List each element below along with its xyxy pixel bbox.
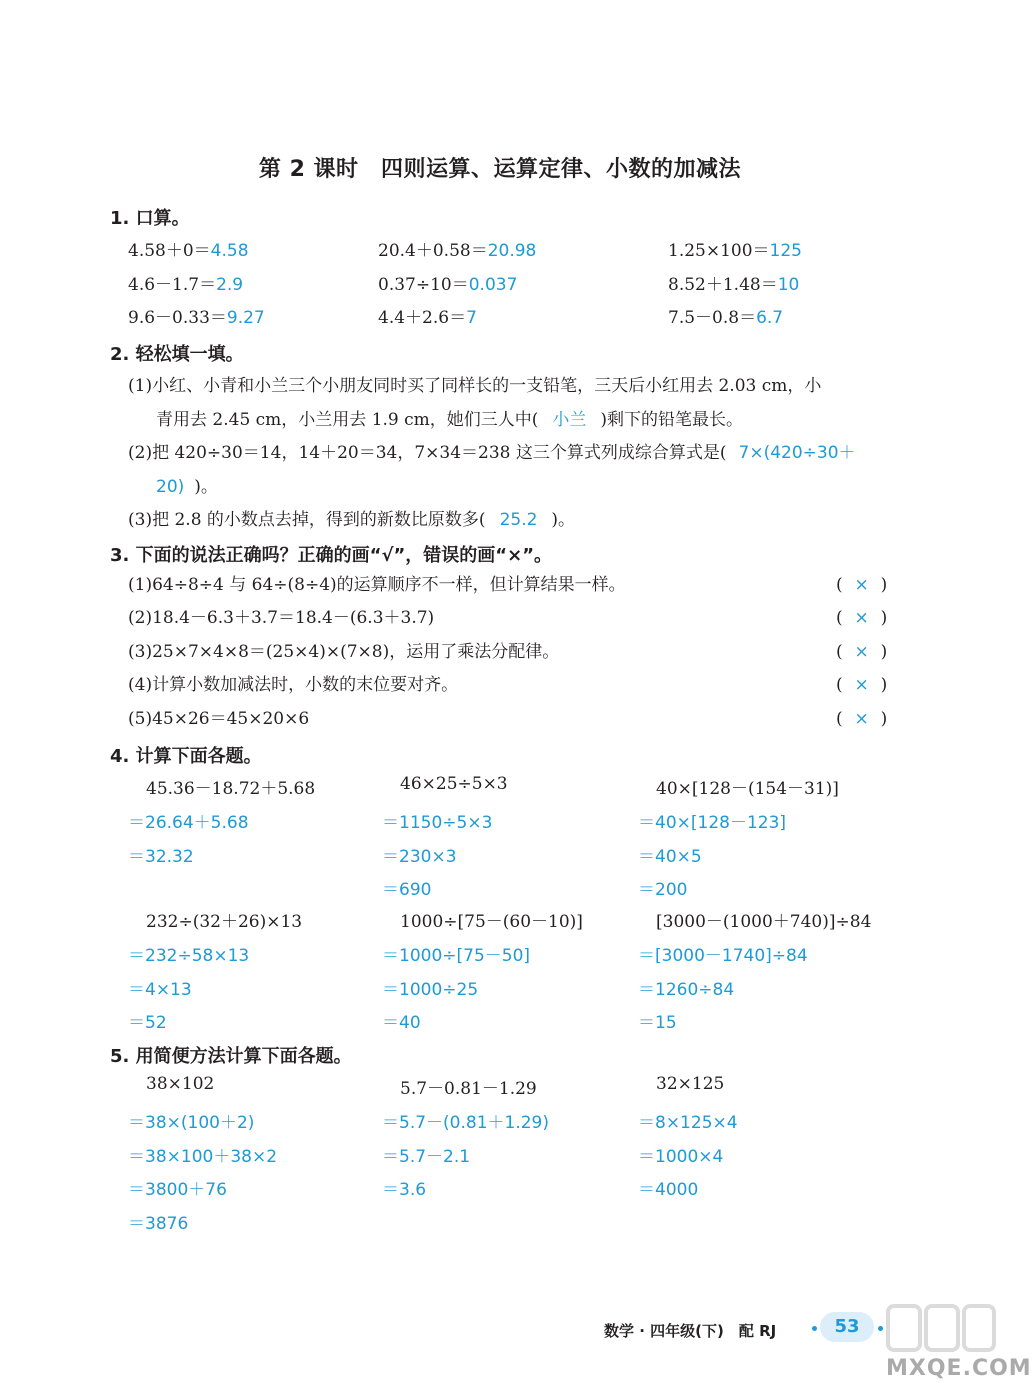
solution-step: ＝1260÷84 xyxy=(638,979,735,1000)
paren-close: ) xyxy=(880,675,888,695)
problem-expression: 46×25÷5×3 xyxy=(400,774,508,794)
answer-parentheses xyxy=(836,568,896,602)
mental-math-question: 1.25×100＝ xyxy=(668,241,770,261)
statement-text: (5)45×26＝45×20×6 xyxy=(128,709,310,729)
statement-text: (2)18.4－6.3＋3.7＝18.4－(6.3＋3.7) xyxy=(128,608,435,628)
solution-step: ＝40×[128－123] xyxy=(638,813,787,833)
solution-step: ＝200 xyxy=(638,880,688,900)
mental-math-answer: 20.98 xyxy=(487,241,537,261)
solution-step: ＝40×5 xyxy=(638,846,702,867)
q2-part3-text-end: )。 xyxy=(551,510,576,530)
mental-math-item xyxy=(378,234,536,268)
solution-step: ＝3.6 xyxy=(382,1180,427,1200)
q2-part3 xyxy=(128,503,575,537)
solution-step: ＝232÷58×13 xyxy=(128,946,250,966)
statement-text: (3)25×7×4×8＝(25×4)×(7×8)，运用了乘法分配律。 xyxy=(128,642,560,662)
mental-math-answer: 0.037 xyxy=(468,275,518,295)
answer-parentheses xyxy=(836,601,896,635)
mental-math-question: 4.58＋0＝ xyxy=(128,241,211,261)
mental-math-item xyxy=(128,268,243,302)
mental-math-question: 4.6－1.7＝ xyxy=(128,275,217,295)
q2-part2-text: (2)把 420÷30＝14，14＋20＝34，7×34＝238 这三个算式列成综合算式是( xyxy=(128,443,727,463)
solution-step: ＝38×(100＋2) xyxy=(128,1113,255,1133)
paren-open: ( xyxy=(836,575,843,595)
question-1-heading: 1. 口算。 xyxy=(110,208,190,229)
solution-step: ＝5.7－(0.81＋1.29) xyxy=(382,1113,550,1133)
mental-math-item xyxy=(668,301,783,335)
mental-math-question: 7.5－0.8＝ xyxy=(668,308,757,328)
q2-part2-text-end: )。 xyxy=(194,477,218,497)
problem-expression: 232÷(32＋26)×13 xyxy=(146,912,303,932)
mental-math-question: 20.4＋0.58＝ xyxy=(378,241,488,261)
solution-step: ＝40 xyxy=(382,1013,421,1033)
problem-expression: [3000－(1000＋740)]÷84 xyxy=(656,912,872,932)
answer-parentheses xyxy=(836,702,896,736)
mental-math-answer: 4.58 xyxy=(210,241,249,261)
answer-parentheses xyxy=(836,635,896,669)
q2-part3-answer: 25.2 xyxy=(499,510,538,530)
mental-math-answer: 125 xyxy=(769,241,802,261)
mental-math-item xyxy=(668,268,799,302)
q2-part1-answer: 小兰 xyxy=(552,410,587,430)
book-info: 数学 · 四年级(下) 配 RJ xyxy=(604,1322,777,1340)
mental-math-item xyxy=(378,268,517,302)
q2-part2-answer-end: 20) xyxy=(156,477,185,497)
answer-parentheses xyxy=(836,668,896,702)
mental-math-item xyxy=(128,234,249,268)
solution-step: ＝230×3 xyxy=(382,846,457,867)
mental-math-answer: 7 xyxy=(466,308,477,328)
mental-math-question: 9.6－0.33＝ xyxy=(128,308,227,328)
solution-step: ＝690 xyxy=(382,880,432,900)
solution-step: ＝52 xyxy=(128,1013,167,1033)
q2-part1-text: 青用去 2.45 cm，小兰用去 1.9 cm，她们三人中( xyxy=(156,410,539,430)
statement-mark: × xyxy=(854,575,869,595)
statement-text: (1)64÷8÷4 与 64÷(8÷4)的运算顺序不一样，但计算结果一样。 xyxy=(128,575,626,595)
solution-step: ＝8×125×4 xyxy=(638,1113,738,1133)
q2-part1-line1: (1)小红、小青和小兰三个小朋友同时买了同样长的一支铅笔，三天后小红用去 2.03 cm，小 xyxy=(128,376,822,396)
paren-close: ) xyxy=(880,642,888,662)
q2-part2-line1 xyxy=(128,436,856,470)
q2-part2-line2 xyxy=(156,470,218,504)
paren-close: ) xyxy=(880,608,888,628)
page-dot-left xyxy=(812,1326,817,1331)
mental-math-question: 4.4＋2.6＝ xyxy=(378,308,467,328)
problem-expression: 38×102 xyxy=(146,1074,215,1094)
solution-step: ＝3876 xyxy=(128,1213,189,1234)
solution-step: ＝4×13 xyxy=(128,979,192,1000)
q2-part2-answer-start: 7×(420÷30＋ xyxy=(738,443,856,463)
question-4-heading: 4. 计算下面各题。 xyxy=(110,746,262,767)
problem-expression: 5.7－0.81－1.29 xyxy=(400,1079,537,1099)
statement-mark: × xyxy=(854,675,869,695)
mental-math-answer: 10 xyxy=(777,275,800,295)
solution-step: ＝1000×4 xyxy=(638,1146,724,1167)
mental-math-item xyxy=(128,301,265,335)
problem-expression: 1000÷[75－(60－10)] xyxy=(400,912,583,932)
statement-mark: × xyxy=(854,709,869,729)
solution-step: ＝26.64＋5.68 xyxy=(128,813,249,833)
solution-step: ＝5.7－2.1 xyxy=(382,1146,471,1167)
question-2-heading: 2. 轻松填一填。 xyxy=(110,344,244,365)
paren-open: ( xyxy=(836,709,843,729)
solution-step: ＝38×100＋38×2 xyxy=(128,1146,278,1167)
solution-step: ＝1000÷25 xyxy=(382,979,479,1000)
solution-step: ＝1150÷5×3 xyxy=(382,813,493,833)
paren-close: ) xyxy=(880,709,888,729)
q2-part1-line2 xyxy=(156,403,743,437)
question-3-heading: 3. 下面的说法正确吗？正确的画“√”，错误的画“×”。 xyxy=(110,545,553,566)
statement-mark: × xyxy=(854,642,869,662)
statement-text: (4)计算小数加减法时，小数的末位要对齐。 xyxy=(128,675,459,695)
mental-math-question: 8.52＋1.48＝ xyxy=(668,275,778,295)
mental-math-question: 0.37÷10＝ xyxy=(378,275,469,295)
mental-math-answer: 6.7 xyxy=(756,308,784,328)
paren-open: ( xyxy=(836,675,843,695)
question-5-heading: 5. 用简便方法计算下面各题。 xyxy=(110,1046,352,1067)
problem-expression: 45.36－18.72＋5.68 xyxy=(146,779,316,799)
mental-math-answer: 2.9 xyxy=(216,275,244,295)
paren-open: ( xyxy=(836,642,843,662)
mental-math-item xyxy=(378,301,477,335)
solution-step: ＝1000÷[75－50] xyxy=(382,946,531,966)
paren-open: ( xyxy=(836,608,843,628)
solution-step: ＝4000 xyxy=(638,1180,699,1200)
solution-step: ＝3800＋76 xyxy=(128,1180,227,1200)
problem-expression: 32×125 xyxy=(656,1074,725,1094)
solution-step: ＝[3000－1740]÷84 xyxy=(638,946,808,966)
page-number: 53 xyxy=(820,1312,874,1342)
problem-expression: 40×[128－(154－31)] xyxy=(656,779,839,799)
solution-step: ＝15 xyxy=(638,1013,677,1033)
statement-mark: × xyxy=(854,608,869,628)
mental-math-item xyxy=(668,234,802,268)
paren-close: ) xyxy=(880,575,888,595)
watermark-text: MXQE.COM xyxy=(886,1356,1032,1381)
solution-step: ＝32.32 xyxy=(128,846,194,867)
q2-part3-text: (3)把 2.8 的小数点去掉，得到的新数比原数多( xyxy=(128,510,486,530)
mental-math-answer: 9.27 xyxy=(226,308,265,328)
page-title: 第 2 课时 四则运算、运算定律、小数的加减法 xyxy=(258,157,742,182)
q2-part1-text-end: )剩下的铅笔最长。 xyxy=(600,410,744,430)
